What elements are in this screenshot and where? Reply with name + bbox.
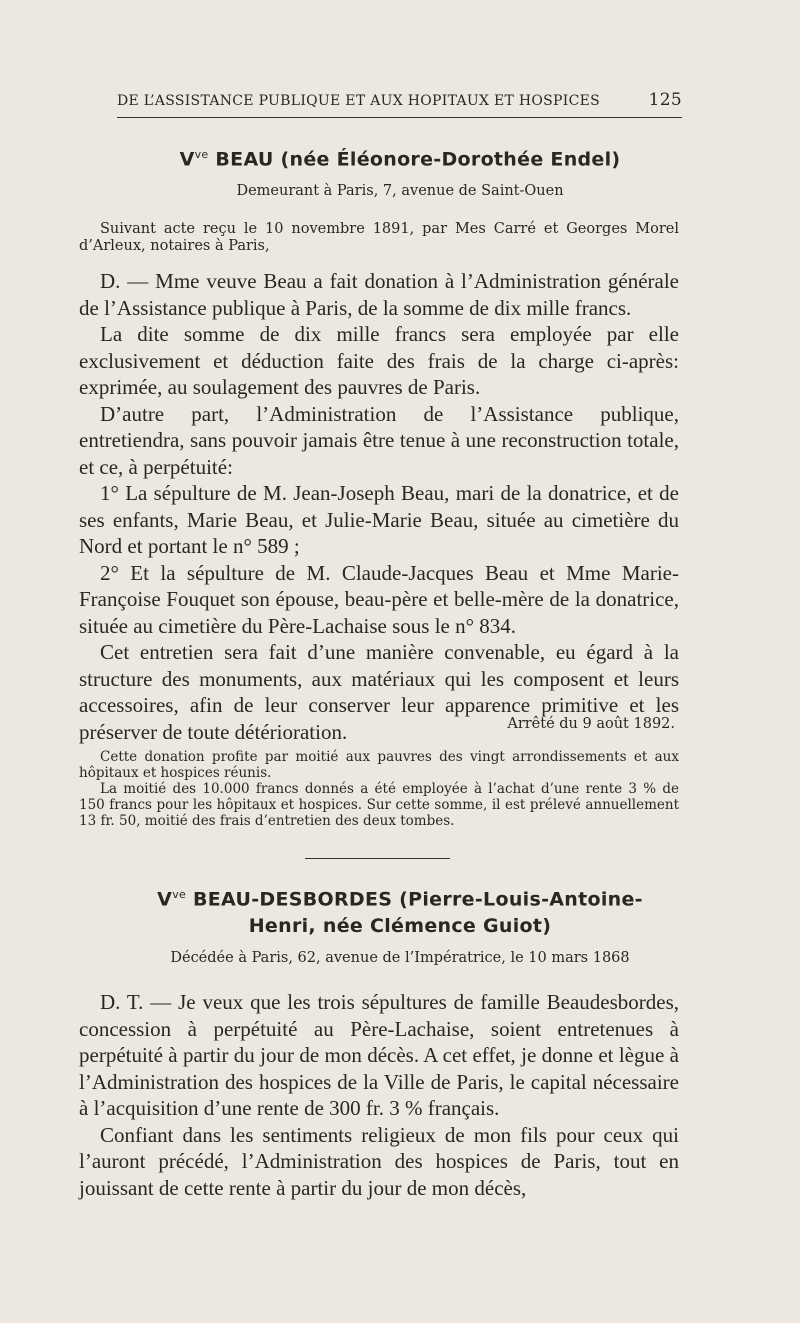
entry1-address: Demeurant à Paris, 7, avenue de Saint-Ouen [236,183,564,199]
entry1-note: Cette donation profite par moitié aux pauvres des vingt arrondissements et aux hôpitaux et hospices réunis. [79,749,679,781]
entry1-paragraph: D’autre part, l’Administration de l’Assistance publique, entretiendra, sans pouvoir jamais être tenue à une reconstruction totale, et ce, à perpétuité: [79,401,679,479]
running-title: DE L’ASSISTANCE PUBLIQUE ET AUX HOPITAUX ET HOSPICES [117,93,601,109]
entry2-death: Décédée à Paris, 62, avenue de l’Impératrice, le 10 mars 1868 [170,950,630,966]
entry2-title-sup: ve [172,888,187,901]
entry1-paragraph: D. — Mme veuve Beau a fait donation à l’Administration générale de l’Assistance publique à Paris, de la somme de dix mille francs. [79,269,679,320]
entry1-paragraph: 2° Et la sépulture de M. Claude-Jacques Beau et Mme Marie-Françoise Fouquet son épouse, beau-père et belle-mère de la donatrice, située au cimetière du Père-Lachaise sous le n° 834. [79,560,679,638]
entry2-title-line2: Henri, née Clémence Guiot) [248,915,552,937]
entry2-paragraph: Confiant dans les sentiments religieux de mon fils pour ceux qui l’auront précédé, l’Administration des hospices de Paris, tout en jouissant de cette rente à partir du jour de mon décès, [79,1122,679,1200]
entry1-title-name: BEAU (née Éléonore-Dorothée Endel) [208,148,621,171]
entry1-paragraph: 1° La sépulture de M. Jean-Joseph Beau, mari de la donatrice, et de ses enfants, Marie Beau, et Julie-Marie Beau, située au cimetière du Nord et portant le n° 589 ; [79,481,679,558]
entry1-paragraph: La dite somme de dix mille francs sera employée par elle exclusivement et déduction faite des frais de la charge ci-après: exprimée, au soulagement des pauvres de Paris. [79,322,679,399]
entry2-body [79,989,679,1201]
section-divider [305,858,450,859]
entry1-arrete: Arrêté du 9 août 1892. [507,716,675,732]
entry1-acte-text: Suivant acte reçu le 10 novembre 1891, par Mes Carré et Georges Morel d’Arleux, notaires à Paris, [79,221,679,254]
entry1-acte [79,221,679,255]
entry1-body [79,268,679,745]
entry1-note: La moitié des 10.000 francs donnés a été employée à l’achat d’une rente 3 % de 150 francs pour les hôpitaux et hospices. Sur cette somme, il est prélevé annuellement 13 fr. 50, moitié des frais d’entretien des deux tombes. [79,781,679,829]
entry1-title [0,148,800,170]
entry1-notes [79,749,679,829]
entry1-title-sup: ve [194,148,209,161]
entry2-title-line1 [0,888,800,910]
entry1-paragraph: Cet entretien sera fait d’une manière convenable, eu égard à la structure des monuments, aux matériaux qui les composent et leurs accessoires, afin de leur conserver leur apparence primitive et les préserver de toute détérioration. [79,640,679,744]
entry1-title-prefix: V [179,148,195,171]
entry2-paragraph: D. T. — Je veux que les trois sépultures de famille Beaudesbordes, concession à perpétuité au Père-Lachaise, soient entretenues à perpétuité à partir du jour de mon décès. A cet effet, je donne et lègue à l’Administration des hospices de la Ville de Paris, le capital nécessaire à l’acquisition d’une rente de 300 fr. 3 % français. [79,990,679,1120]
header-rule [117,117,682,118]
entry2-title-name: BEAU-DESBORDES (Pierre-Louis-Antoine- [186,888,643,911]
entry2-title-prefix: V [157,888,173,911]
running-header [117,90,682,110]
page-number: 125 [648,90,682,110]
